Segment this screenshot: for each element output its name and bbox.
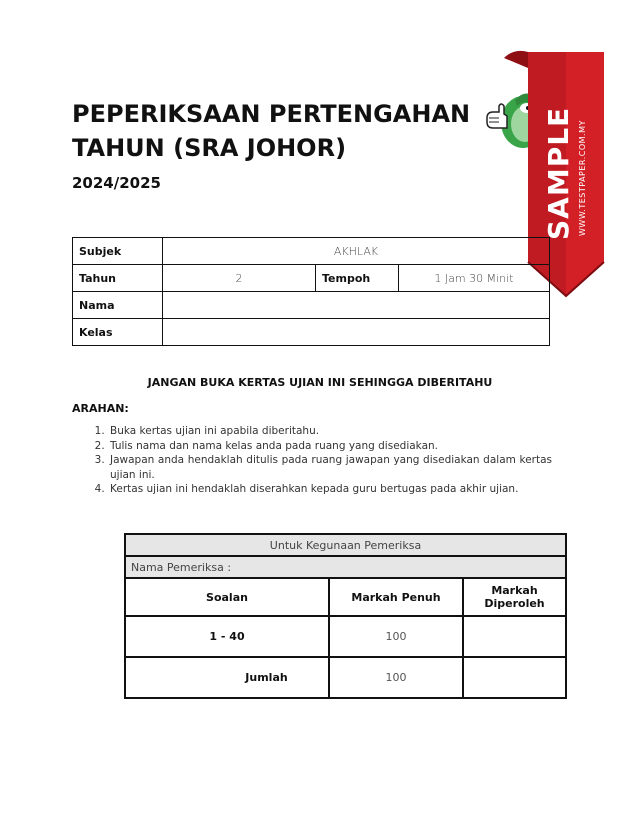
arahan-heading: ARAHAN: xyxy=(72,402,129,415)
jumlah-penuh-cell: 100 xyxy=(329,657,463,698)
table-row xyxy=(125,657,566,698)
soalan-cell: 1 - 40 xyxy=(125,616,329,657)
tahun-value: 2 xyxy=(163,265,316,292)
nama-label: Nama xyxy=(73,292,163,319)
kelas-field[interactable] xyxy=(163,319,550,346)
info-row-nama xyxy=(73,292,550,319)
arahan-list xyxy=(88,424,552,497)
table-row xyxy=(125,616,566,657)
info-row-tahun xyxy=(73,265,550,292)
exam-title xyxy=(72,97,472,165)
kelas-label: Kelas xyxy=(73,319,163,346)
col-markah-diperoleh-header xyxy=(463,578,566,616)
arahan-item: 4. Kertas ujian ini hendaklah diserahkan kepada guru bertugas pada akhir ujian. xyxy=(108,482,552,497)
nama-field[interactable] xyxy=(163,292,550,319)
info-row-kelas xyxy=(73,319,550,346)
sample-ribbon-url: WWW.TESTPAPER.COM.MY xyxy=(578,120,587,236)
tahun-label: Tahun xyxy=(73,265,163,292)
arahan-item: 1. Buka kertas ujian ini apabila diberitahu. xyxy=(108,424,552,439)
exam-title-line-1: PEPERIKSAAN PERTENGAHAN xyxy=(72,100,471,128)
arahan-item: 2. Tulis nama dan nama kelas anda pada ruang yang disediakan. xyxy=(108,439,552,454)
sample-ribbon-label: SAMPLE xyxy=(542,106,575,240)
col-markah-diperoleh-line-1: Markah xyxy=(491,584,538,597)
tempoh-value: 1 Jam 30 Minit xyxy=(399,265,550,292)
tempoh-label: Tempoh xyxy=(316,265,399,292)
arahan-item: 3. Jawapan anda hendaklah ditulis pada ruang jawapan yang disediakan dalam kertas ujian ini. xyxy=(108,453,552,482)
markah-penuh-cell: 100 xyxy=(329,616,463,657)
jumlah-cell: Jumlah xyxy=(125,657,329,698)
col-soalan-header: Soalan xyxy=(125,578,329,616)
info-row-subjek xyxy=(73,238,550,265)
markah-diperoleh-cell[interactable] xyxy=(463,616,566,657)
warning-text: JANGAN BUKA KERTAS UJIAN INI SEHINGGA DIBERITAHU xyxy=(147,376,493,389)
exam-year: 2024/2025 xyxy=(72,174,161,192)
jumlah-diperoleh-cell[interactable] xyxy=(463,657,566,698)
examiner-title: Untuk Kegunaan Pemeriksa xyxy=(125,534,566,556)
student-info-table xyxy=(72,237,550,346)
subjek-value: AKHLAK xyxy=(163,238,550,265)
col-markah-diperoleh-line-2: Diperoleh xyxy=(484,597,545,610)
exam-title-line-2: TAHUN (SRA JOHOR) xyxy=(72,134,347,162)
examiner-name-field[interactable]: Nama Pemeriksa : xyxy=(125,556,566,578)
col-markah-penuh-header: Markah Penuh xyxy=(329,578,463,616)
subjek-label: Subjek xyxy=(73,238,163,265)
examiner-table xyxy=(124,533,567,699)
